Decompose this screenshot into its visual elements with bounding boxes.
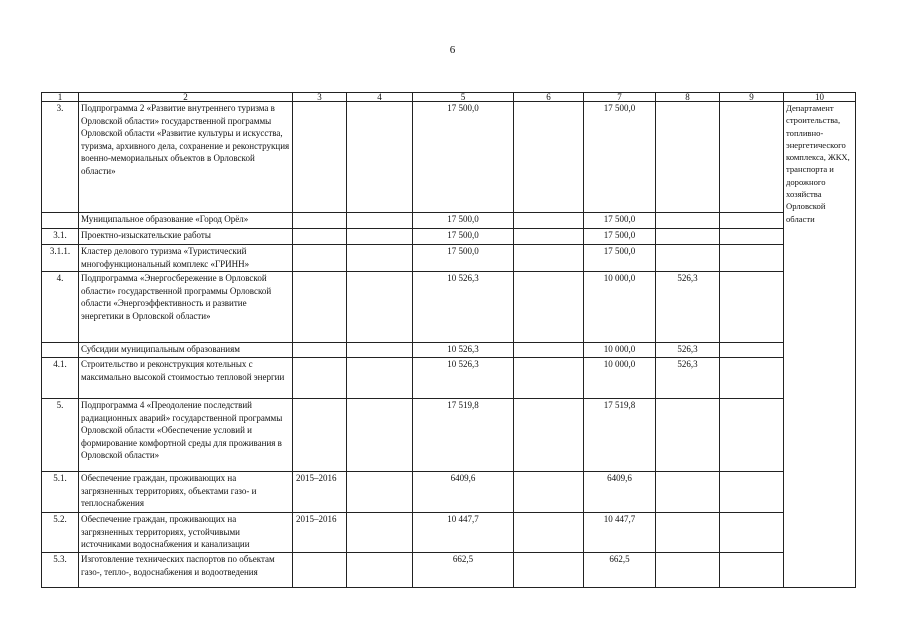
regional-budget-cell: 17 519,8 <box>584 399 656 472</box>
responsible-department-cell: Департамент строительства, топливно-энергетического комплекса, ЖКХ, транспорта и дорожного хозяйства Орловской области <box>784 102 856 588</box>
header-cell: 3 <box>293 93 347 102</box>
local-budget-cell <box>656 229 720 245</box>
period-cell <box>293 245 347 272</box>
regional-budget-cell: 10 000,0 <box>584 343 656 358</box>
header-cell: 2 <box>79 93 293 102</box>
period-cell <box>293 272 347 343</box>
row-number-cell: 3.1.1. <box>42 245 79 272</box>
table-row <box>42 245 856 272</box>
local-budget-cell <box>656 399 720 472</box>
regional-budget-cell: 17 500,0 <box>584 213 656 229</box>
col6-cell <box>514 272 584 343</box>
col4-cell <box>347 399 413 472</box>
budget-table <box>41 92 856 588</box>
col9-cell <box>720 358 784 399</box>
local-budget-cell <box>656 553 720 588</box>
total-cell: 17 500,0 <box>413 213 514 229</box>
table-row <box>42 472 856 513</box>
regional-budget-cell: 6409,6 <box>584 472 656 513</box>
col4-cell <box>347 343 413 358</box>
period-cell: 2015–2016 <box>293 513 347 553</box>
local-budget-cell: 526,3 <box>656 343 720 358</box>
col6-cell <box>514 229 584 245</box>
period-cell: 2015–2016 <box>293 472 347 513</box>
table-row <box>42 343 856 358</box>
header-cell: 7 <box>584 93 656 102</box>
local-budget-cell <box>656 102 720 213</box>
page-number: 6 <box>449 44 456 56</box>
total-cell: 10 447,7 <box>413 513 514 553</box>
row-name-cell: Кластер делового туризма «Туристический многофункциональный комплекс «ГРИНН» <box>79 245 293 272</box>
total-cell: 17 500,0 <box>413 229 514 245</box>
col9-cell <box>720 102 784 213</box>
col9-cell <box>720 513 784 553</box>
total-cell: 10 526,3 <box>413 358 514 399</box>
table-row <box>42 399 856 472</box>
regional-budget-cell: 10 447,7 <box>584 513 656 553</box>
table-row <box>42 553 856 588</box>
row-name-cell: Подпрограмма 2 «Развитие внутреннего туризма в Орловской области» государственной программы Орловской области «Развитие культуры и искусства, туризма, архивного дела, сохранение и реконструкция военно-мемориальных объектов в Орловской области» <box>79 102 293 213</box>
row-name-cell: Обеспечение граждан, проживающих на загрязненных территориях, устойчивыми источниками водоснабжения и канализации <box>79 513 293 553</box>
local-budget-cell <box>656 513 720 553</box>
col4-cell <box>347 102 413 213</box>
col4-cell <box>347 472 413 513</box>
table-row <box>42 102 856 213</box>
local-budget-cell: 526,3 <box>656 358 720 399</box>
col9-cell <box>720 343 784 358</box>
col4-cell <box>347 513 413 553</box>
table-row <box>42 272 856 343</box>
row-number-cell: 3.1. <box>42 229 79 245</box>
col9-cell <box>720 472 784 513</box>
col4-cell <box>347 272 413 343</box>
header-cell: 8 <box>656 93 720 102</box>
col6-cell <box>514 102 584 213</box>
col6-cell <box>514 245 584 272</box>
row-number-cell <box>42 213 79 229</box>
col6-cell <box>514 343 584 358</box>
row-number-cell: 5.1. <box>42 472 79 513</box>
header-cell: 10 <box>784 93 856 102</box>
regional-budget-cell: 10 000,0 <box>584 358 656 399</box>
regional-budget-cell: 17 500,0 <box>584 102 656 213</box>
total-cell: 17 519,8 <box>413 399 514 472</box>
row-number-cell: 5.2. <box>42 513 79 553</box>
row-name-cell: Изготовление технических паспортов по объектам газо-, тепло-, водоснабжения и водоотведения <box>79 553 293 588</box>
local-budget-cell <box>656 213 720 229</box>
total-cell: 17 500,0 <box>413 245 514 272</box>
row-name-cell: Обеспечение граждан, проживающих на загрязненных территориях, объектами газо- и теплоснабжения <box>79 472 293 513</box>
local-budget-cell <box>656 245 720 272</box>
row-name-cell: Строительство и реконструкция котельных с максимально высокой стоимостью тепловой энергии <box>79 358 293 399</box>
header-cell: 5 <box>413 93 514 102</box>
total-cell: 6409,6 <box>413 472 514 513</box>
col9-cell <box>720 272 784 343</box>
period-cell <box>293 358 347 399</box>
col4-cell <box>347 213 413 229</box>
col6-cell <box>514 513 584 553</box>
regional-budget-cell: 10 000,0 <box>584 272 656 343</box>
col4-cell <box>347 245 413 272</box>
total-cell: 10 526,3 <box>413 343 514 358</box>
regional-budget-cell: 662,5 <box>584 553 656 588</box>
col9-cell <box>720 245 784 272</box>
header-cell: 1 <box>42 93 79 102</box>
row-name-cell: Муниципальное образование «Город Орёл» <box>79 213 293 229</box>
col4-cell <box>347 358 413 399</box>
header-row <box>42 93 856 102</box>
row-number-cell: 4.1. <box>42 358 79 399</box>
col4-cell <box>347 229 413 245</box>
header-cell: 6 <box>514 93 584 102</box>
period-cell <box>293 343 347 358</box>
period-cell <box>293 399 347 472</box>
header-cell: 9 <box>720 93 784 102</box>
row-name-cell: Субсидии муниципальным образованиям <box>79 343 293 358</box>
row-number-cell: 5. <box>42 399 79 472</box>
total-cell: 17 500,0 <box>413 102 514 213</box>
local-budget-cell <box>656 472 720 513</box>
col6-cell <box>514 213 584 229</box>
col6-cell <box>514 472 584 513</box>
col4-cell <box>347 553 413 588</box>
row-number-cell: 3. <box>42 102 79 213</box>
col6-cell <box>514 399 584 472</box>
header-cell: 4 <box>347 93 413 102</box>
table-row <box>42 229 856 245</box>
regional-budget-cell: 17 500,0 <box>584 229 656 245</box>
total-cell: 10 526,3 <box>413 272 514 343</box>
row-number-cell: 4. <box>42 272 79 343</box>
col6-cell <box>514 553 584 588</box>
period-cell <box>293 229 347 245</box>
period-cell <box>293 102 347 213</box>
total-cell: 662,5 <box>413 553 514 588</box>
col9-cell <box>720 213 784 229</box>
table-row <box>42 213 856 229</box>
regional-budget-cell: 17 500,0 <box>584 245 656 272</box>
row-number-cell: 5.3. <box>42 553 79 588</box>
local-budget-cell: 526,3 <box>656 272 720 343</box>
row-name-cell: Подпрограмма 4 «Преодоление последствий радиационных аварий» государственной программы Орловской области «Обеспечение условий и формирование комфортной среды для проживания в Орловской области» <box>79 399 293 472</box>
row-name-cell: Проектно-изыскательские работы <box>79 229 293 245</box>
col6-cell <box>514 358 584 399</box>
col9-cell <box>720 553 784 588</box>
table-row <box>42 513 856 553</box>
row-number-cell <box>42 343 79 358</box>
period-cell <box>293 213 347 229</box>
col9-cell <box>720 229 784 245</box>
period-cell <box>293 553 347 588</box>
row-name-cell: Подпрограмма «Энергосбережение в Орловской области» государственной программы Орловской области «Энергоэффективность и развитие энергетики в Орловской области» <box>79 272 293 343</box>
col9-cell <box>720 399 784 472</box>
table-row <box>42 358 856 399</box>
